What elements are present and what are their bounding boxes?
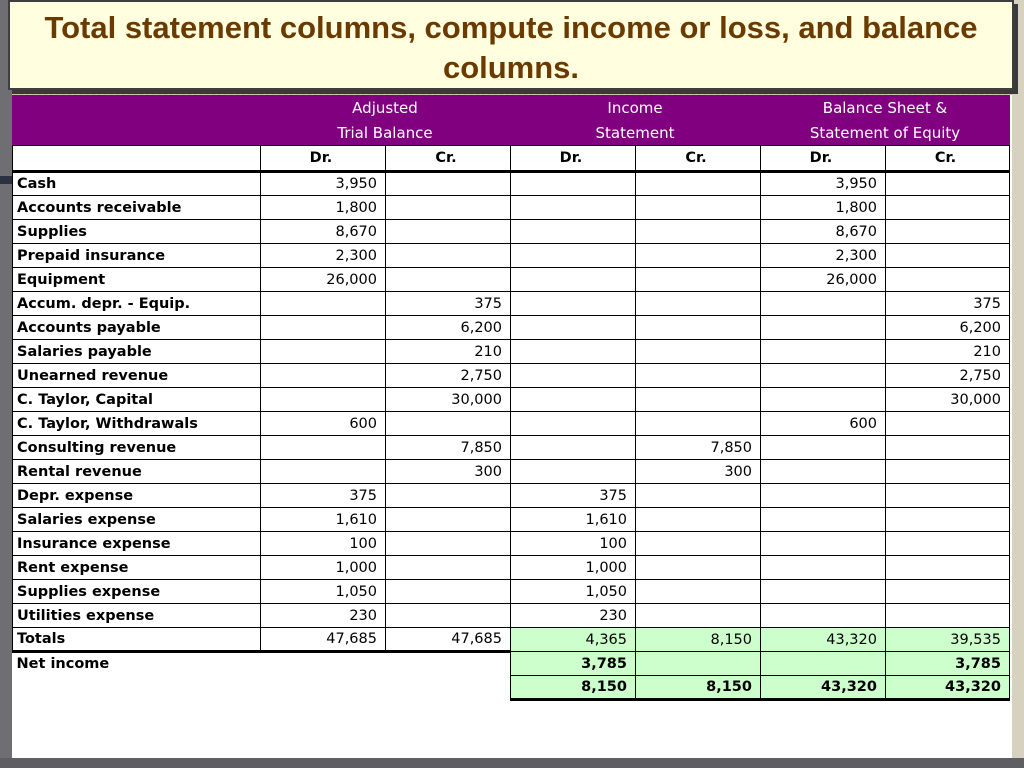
empty-cell: [386, 652, 511, 676]
amount-is-cr: [636, 244, 761, 268]
amount-is-dr: 100: [511, 532, 636, 556]
col-header-atb-cr: Cr.: [386, 146, 511, 172]
amount-atb-cr: [386, 532, 511, 556]
amount-bs-dr: [761, 316, 886, 340]
amount-is-dr: [511, 244, 636, 268]
final-total-is-cr: 8,150: [636, 676, 761, 700]
net-income-label: Net income: [16, 656, 110, 673]
table-row: [13, 556, 1010, 580]
total-bs-dr: 43,320: [761, 628, 886, 652]
amount-atb-dr: [261, 340, 386, 364]
amount-atb-cr: 30,000: [386, 388, 511, 412]
amount-bs-cr: [886, 460, 1010, 484]
amount-atb-dr: [261, 388, 386, 412]
group-label-line2: Trial Balance: [337, 124, 433, 142]
amount-atb-cr: [386, 604, 511, 628]
amount-bs-dr: 1,800: [761, 196, 886, 220]
table-row: [13, 292, 1010, 316]
amount-atb-dr: 1,800: [261, 196, 386, 220]
left-shadow-strip: [0, 0, 12, 768]
amount-atb-cr: [386, 244, 511, 268]
account-header-cell: [13, 146, 261, 172]
amount-is-dr: [511, 340, 636, 364]
amount-bs-dr: [761, 460, 886, 484]
col-header-bs-cr: Cr.: [886, 146, 1010, 172]
account-name: Salaries payable: [13, 340, 261, 364]
amount-is-dr: [511, 460, 636, 484]
worksheet-group-header: [12, 95, 1010, 145]
amount-bs-cr: [886, 244, 1010, 268]
amount-bs-dr: [761, 508, 886, 532]
total-bs-cr: 39,535: [886, 628, 1010, 652]
amount-atb-dr: 230: [261, 604, 386, 628]
amount-atb-cr: [386, 196, 511, 220]
net-income-bs-dr: [761, 652, 886, 676]
final-total-is-dr: 8,150: [511, 676, 636, 700]
amount-atb-cr: 2,750: [386, 364, 511, 388]
amount-bs-dr: [761, 556, 886, 580]
worksheet-table: [12, 145, 1010, 701]
amount-is-cr: [636, 508, 761, 532]
group-label-line2: Statement: [595, 124, 675, 142]
amount-atb-cr: [386, 412, 511, 436]
total-atb-cr: 47,685: [386, 628, 511, 652]
amount-bs-dr: [761, 436, 886, 460]
amount-is-cr: [636, 220, 761, 244]
total-atb-dr: 47,685: [261, 628, 386, 652]
amount-atb-cr: 7,850: [386, 436, 511, 460]
amount-is-dr: 230: [511, 604, 636, 628]
account-name: Consulting revenue: [13, 436, 261, 460]
amount-bs-cr: [886, 604, 1010, 628]
amount-bs-dr: [761, 388, 886, 412]
amount-bs-cr: [886, 556, 1010, 580]
group-label-line1: Balance Sheet &: [822, 99, 948, 117]
account-name: Unearned revenue: [13, 364, 261, 388]
amount-is-cr: [636, 556, 761, 580]
amount-bs-dr: 2,300: [761, 244, 886, 268]
amount-bs-dr: 26,000: [761, 268, 886, 292]
amount-atb-dr: [261, 436, 386, 460]
amount-bs-dr: [761, 604, 886, 628]
amount-bs-dr: 8,670: [761, 220, 886, 244]
amount-atb-cr: 375: [386, 292, 511, 316]
group-label-line1: Adjusted: [352, 99, 418, 117]
amount-bs-cr: [886, 268, 1010, 292]
table-row: [13, 340, 1010, 364]
table-row: [13, 580, 1010, 604]
account-name: C. Taylor, Capital: [13, 388, 261, 412]
account-name: Accounts payable: [13, 316, 261, 340]
col-header-is-cr: Cr.: [636, 146, 761, 172]
slide-marker: [0, 176, 12, 184]
column-header-row: [13, 146, 1010, 172]
account-name: Equipment: [13, 268, 261, 292]
amount-is-cr: [636, 292, 761, 316]
amount-is-cr: [636, 172, 761, 196]
amount-is-dr: [511, 172, 636, 196]
amount-is-dr: [511, 292, 636, 316]
amount-atb-dr: 1,050: [261, 580, 386, 604]
amount-bs-cr: [886, 172, 1010, 196]
amount-bs-cr: [886, 532, 1010, 556]
account-name: Rental revenue: [13, 460, 261, 484]
amount-bs-dr: 3,950: [761, 172, 886, 196]
account-name: Supplies: [13, 220, 261, 244]
amount-is-dr: [511, 316, 636, 340]
amount-is-dr: [511, 268, 636, 292]
amount-is-dr: 1,050: [511, 580, 636, 604]
amount-atb-cr: [386, 580, 511, 604]
amount-bs-dr: [761, 292, 886, 316]
slide-title: Total statement columns, compute income or loss, and balance columns.: [44, 10, 978, 85]
amount-is-dr: [511, 436, 636, 460]
net-income-is-dr: 3,785: [511, 652, 636, 676]
empty-cell: [386, 676, 511, 700]
amount-is-dr: [511, 220, 636, 244]
amount-bs-cr: [886, 436, 1010, 460]
amount-is-dr: 375: [511, 484, 636, 508]
amount-is-cr: [636, 196, 761, 220]
amount-bs-cr: [886, 484, 1010, 508]
account-name: Utilities expense: [13, 604, 261, 628]
table-row: [13, 532, 1010, 556]
total-is-cr: 8,150: [636, 628, 761, 652]
bottom-shadow-strip: [0, 758, 1024, 768]
amount-atb-dr: 1,000: [261, 556, 386, 580]
amount-is-dr: 1,610: [511, 508, 636, 532]
table-row: [13, 604, 1010, 628]
totals-row: [13, 628, 1010, 652]
final-totals-row: [13, 676, 1010, 700]
amount-atb-dr: [261, 316, 386, 340]
amount-atb-cr: [386, 508, 511, 532]
empty-cell: [261, 652, 386, 676]
amount-is-cr: 7,850: [636, 436, 761, 460]
amount-bs-cr: [886, 580, 1010, 604]
amount-atb-dr: 600: [261, 412, 386, 436]
account-name: Accum. depr. - Equip.: [13, 292, 261, 316]
amount-atb-dr: 100: [261, 532, 386, 556]
amount-atb-dr: 1,610: [261, 508, 386, 532]
amount-bs-cr: [886, 508, 1010, 532]
amount-atb-dr: [261, 292, 386, 316]
amount-bs-cr: 2,750: [886, 364, 1010, 388]
amount-atb-cr: 300: [386, 460, 511, 484]
amount-bs-cr: 30,000: [886, 388, 1010, 412]
amount-is-cr: [636, 364, 761, 388]
amount-atb-dr: [261, 364, 386, 388]
amount-bs-cr: [886, 220, 1010, 244]
amount-is-cr: [636, 412, 761, 436]
amount-atb-dr: 375: [261, 484, 386, 508]
amount-bs-dr: 600: [761, 412, 886, 436]
amount-is-cr: 300: [636, 460, 761, 484]
account-name: Insurance expense: [13, 532, 261, 556]
final-total-bs-cr: 43,320: [886, 676, 1010, 700]
group-label-line2: Statement of Equity: [809, 124, 961, 142]
amount-is-cr: [636, 316, 761, 340]
final-total-bs-dr: 43,320: [761, 676, 886, 700]
amount-is-dr: [511, 364, 636, 388]
table-row: [13, 244, 1010, 268]
net-income-is-cr: [636, 652, 761, 676]
amount-is-cr: [636, 340, 761, 364]
account-name: Rent expense: [13, 556, 261, 580]
title-box: [8, 0, 1014, 90]
empty-cell: [261, 676, 386, 700]
account-name: Salaries expense: [13, 508, 261, 532]
amount-atb-dr: 8,670: [261, 220, 386, 244]
amount-bs-cr: 6,200: [886, 316, 1010, 340]
amount-atb-cr: [386, 220, 511, 244]
col-header-atb-dr: Dr.: [261, 146, 386, 172]
table-row: [13, 388, 1010, 412]
table-row: [13, 220, 1010, 244]
amount-atb-dr: [261, 460, 386, 484]
amount-bs-dr: [761, 484, 886, 508]
amount-is-cr: [636, 604, 761, 628]
table-row: [13, 316, 1010, 340]
amount-is-cr: [636, 580, 761, 604]
account-name: Cash: [13, 172, 261, 196]
table-row: [13, 364, 1010, 388]
account-name: Depr. expense: [13, 484, 261, 508]
amount-bs-dr: [761, 532, 886, 556]
amount-atb-cr: 6,200: [386, 316, 511, 340]
amount-atb-cr: [386, 484, 511, 508]
amount-atb-cr: [386, 172, 511, 196]
account-name: C. Taylor, Withdrawals: [13, 412, 261, 436]
amount-bs-cr: [886, 412, 1010, 436]
table-row: [13, 436, 1010, 460]
amount-atb-dr: 2,300: [261, 244, 386, 268]
amount-atb-cr: [386, 556, 511, 580]
amount-bs-cr: [886, 196, 1010, 220]
amount-is-dr: [511, 388, 636, 412]
group-label-line1: Income: [607, 99, 663, 117]
amount-is-cr: [636, 484, 761, 508]
account-name: Accounts receivable: [13, 196, 261, 220]
table-row: [13, 484, 1010, 508]
amount-is-dr: [511, 412, 636, 436]
amount-atb-cr: 210: [386, 340, 511, 364]
group-adjusted-trial-balance: [260, 96, 510, 144]
amount-bs-dr: [761, 340, 886, 364]
amount-bs-cr: 210: [886, 340, 1010, 364]
amount-bs-dr: [761, 364, 886, 388]
amount-is-dr: [511, 196, 636, 220]
empty-cell: [13, 676, 261, 700]
table-row: [13, 412, 1010, 436]
amount-atb-cr: [386, 268, 511, 292]
table-row: [13, 268, 1010, 292]
table-row: [13, 508, 1010, 532]
account-name: Supplies expense: [13, 580, 261, 604]
amount-bs-cr: 375: [886, 292, 1010, 316]
net-income-bs-cr: 3,785: [886, 652, 1010, 676]
totals-label: Totals: [13, 628, 261, 652]
account-name: Prepaid insurance: [13, 244, 261, 268]
col-header-is-dr: Dr.: [511, 146, 636, 172]
amount-atb-dr: 3,950: [261, 172, 386, 196]
amount-is-cr: [636, 268, 761, 292]
table-row: [13, 460, 1010, 484]
amount-is-cr: [636, 388, 761, 412]
right-background-strip: [1012, 0, 1024, 768]
amount-is-cr: [636, 532, 761, 556]
table-row: [13, 196, 1010, 220]
group-income-statement: [510, 96, 760, 144]
col-header-bs-dr: Dr.: [761, 146, 886, 172]
amount-atb-dr: 26,000: [261, 268, 386, 292]
table-row: [13, 172, 1010, 196]
total-is-dr: 4,365: [511, 628, 636, 652]
amount-bs-dr: [761, 580, 886, 604]
net-income-row: [13, 652, 1010, 676]
amount-is-dr: 1,000: [511, 556, 636, 580]
group-balance-sheet-equity: [760, 96, 1010, 144]
